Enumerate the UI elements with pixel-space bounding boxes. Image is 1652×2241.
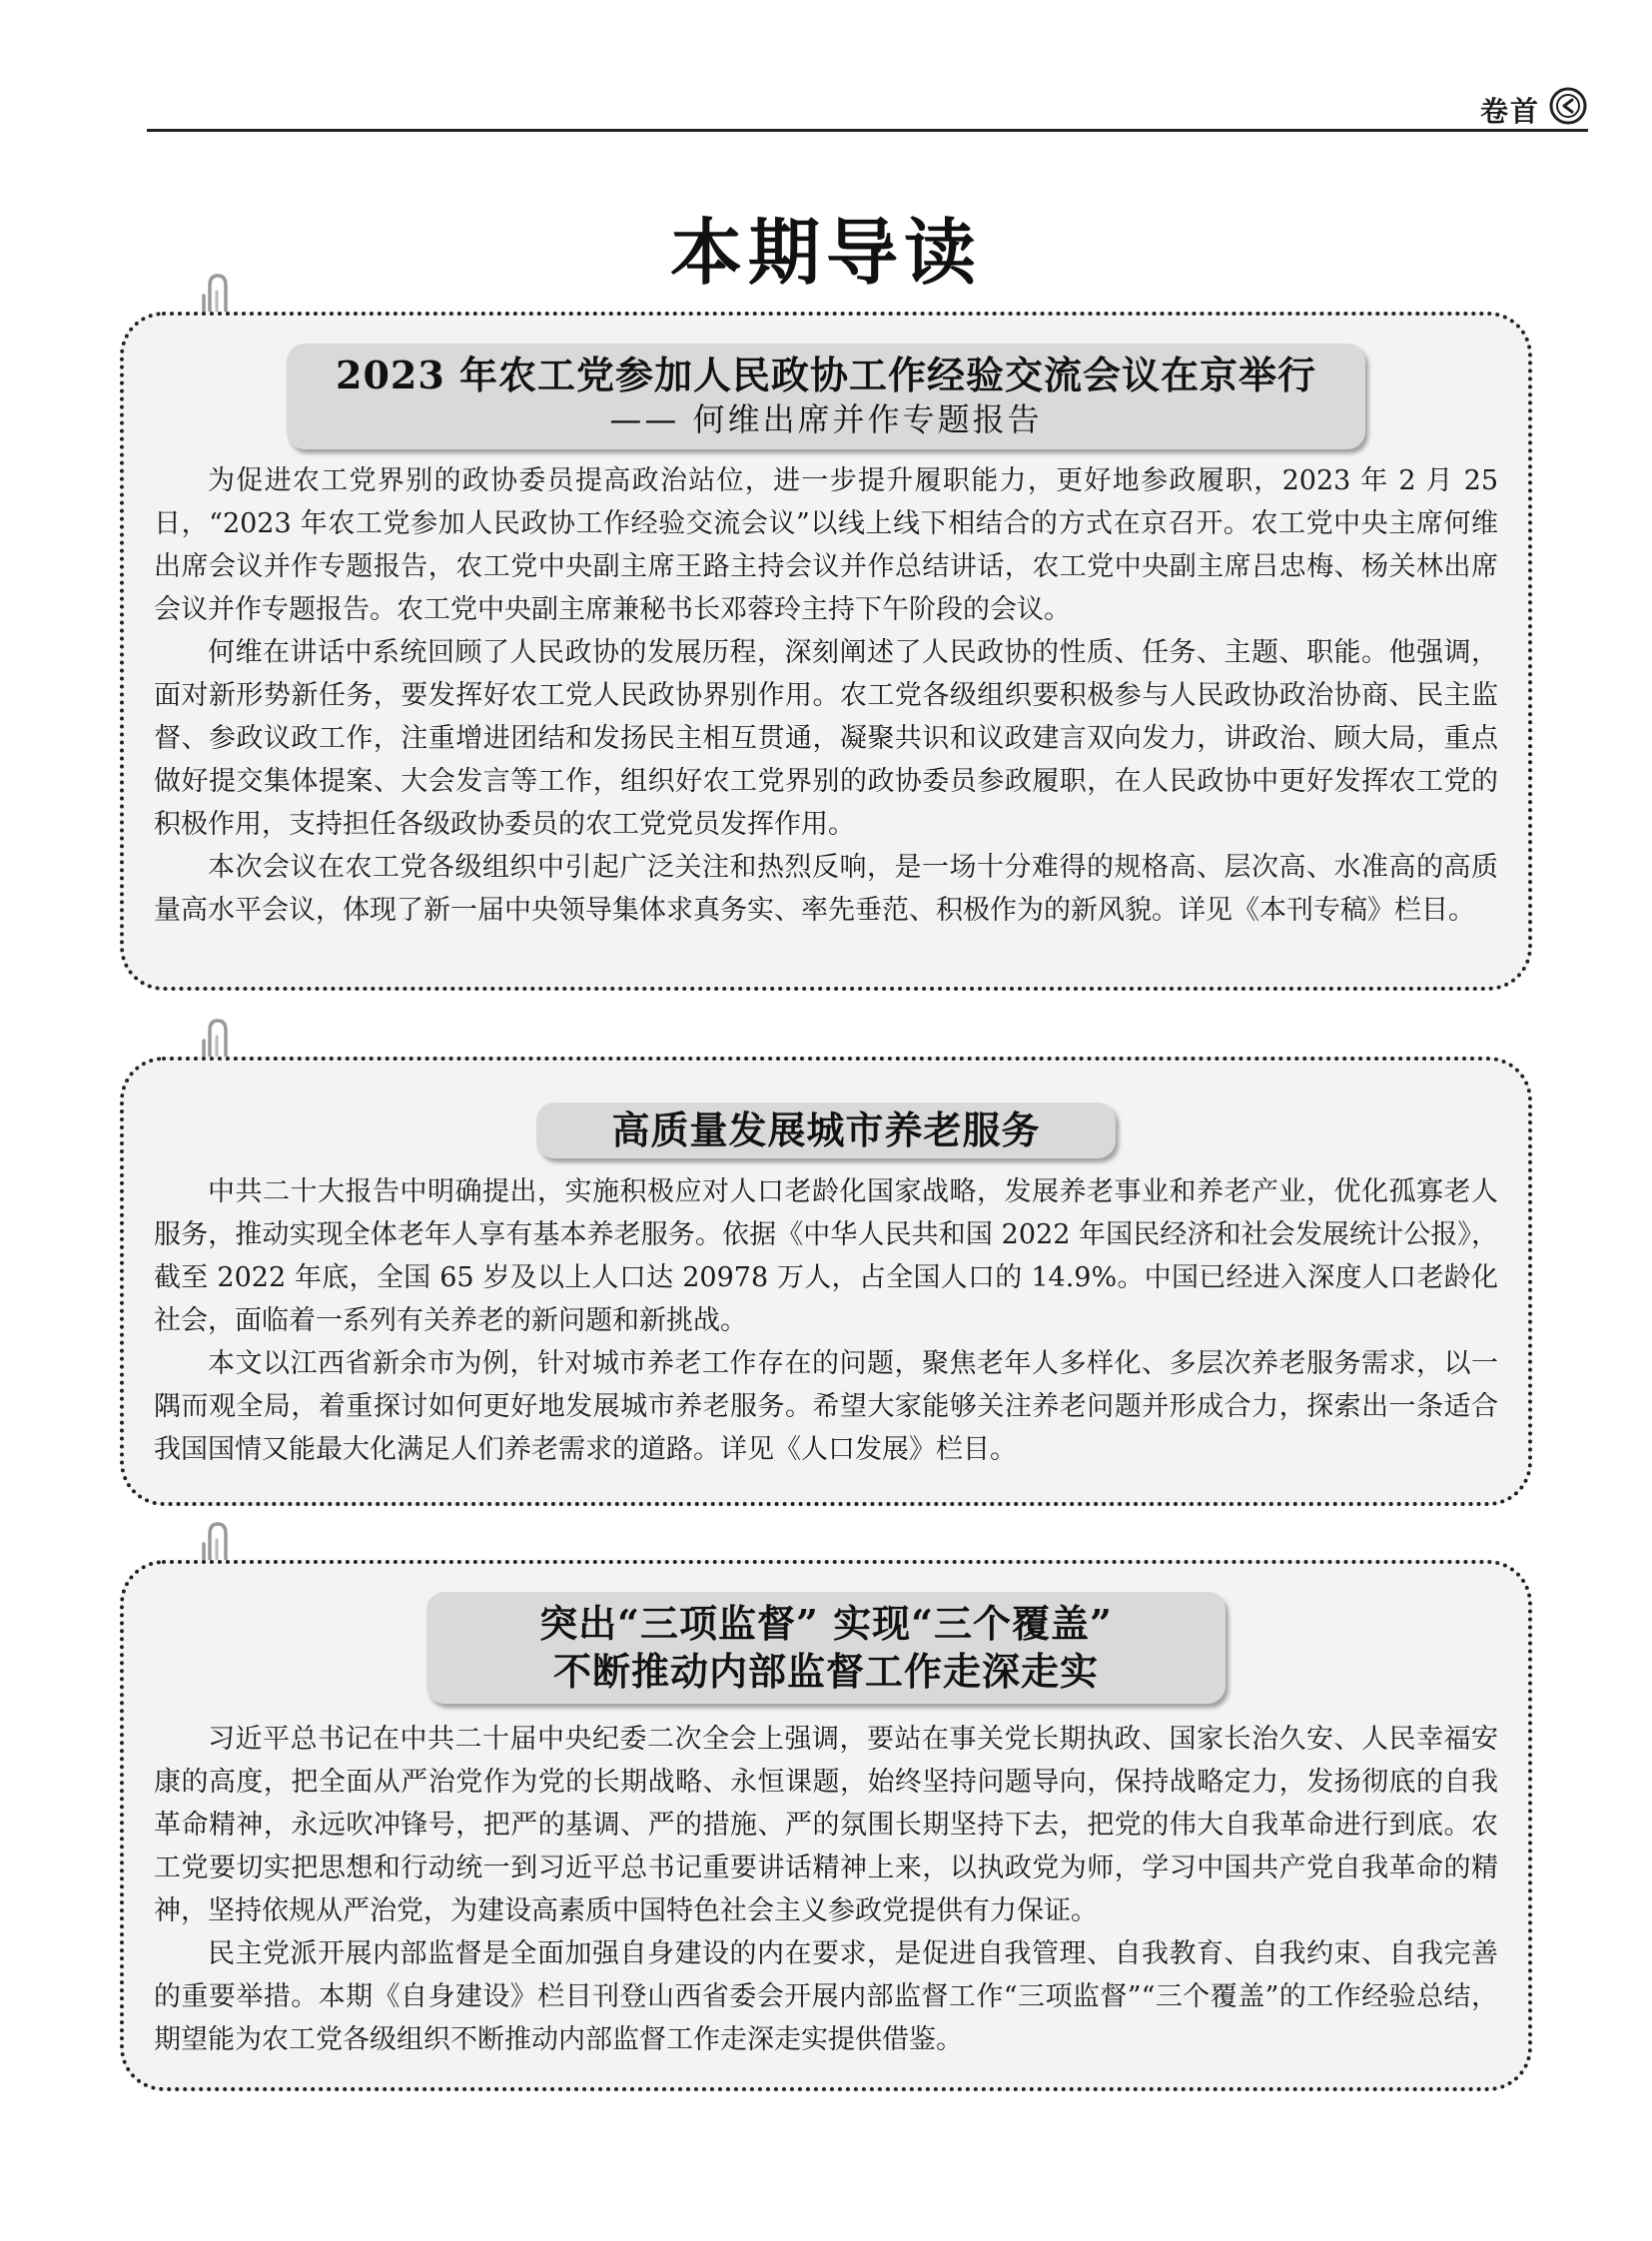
article-paragraph: 本文以江西省新余市为例，针对城市养老工作存在的问题，聚焦老年人多样化、多层次养老服务需求，以一隅而观全局，着重探讨如何更好地发展城市养老服务。希望大家能够关注养老问题并形成合力，探索出一条适合我国国情又能最大化满足人们养老需求的道路。详见《人口发展》栏目。	[154, 1348, 1498, 1465]
article-paragraph: 为促进农工党界别的政协委员提高政治站位，进一步提升履职能力，更好地参政履职，2023 年 2 月 25 日，“2023 年农工党参加人民政协工作经验交流会议”以线上线下相结合的方式在京召开。农工党中央主席何维出席会议并作专题报告，农工党中央副主席王路主持会议并作总结讲话，农工党中央副主席吕忠梅、杨关林出席会议并作专题报告。农工党中央副主席兼秘书长邓蓉玲主持下午阶段的会议。	[154, 465, 1498, 625]
article-paragraph: 本次会议在农工党各级组织中引起广泛关注和热烈反响，是一场十分难得的规格高、层次高、水准高的高质量高水平会议，体现了新一届中央领导集体求真务实、率先垂范、积极作为的新风貌。详见《本刊专稿》栏目。	[154, 852, 1498, 926]
article-title-line-2: 不断推动内部监督工作走深走实	[552, 1649, 1099, 1694]
article-title-banner	[426, 1592, 1226, 1704]
article-paragraph: 何维在讲话中系统回顾了人民政协的发展历程，深刻阐述了人民政协的性质、任务、主题、职能。他强调，面对新形势新任务，要发挥好农工党人民政协界别作用。农工党各级组织要积极参与人民政协政治协商、民主监督、参政议政工作，注重增进团结和发扬民主相互贯通，凝聚共识和议政建言双向发力，讲政治、顾大局，重点做好提交集体提案、大会发言等工作，组织好农工党界别的政协委员参政履职，在人民政协中更好发挥农工党的积极作用，支持担任各级政协委员的农工党党员发挥作用。	[154, 637, 1498, 840]
article-paragraph: 习近平总书记在中共二十届中央纪委二次全会上强调，要站在事关党长期执政、国家长治久安、人民幸福安康的高度，把全面从严治党作为党的长期战略、永恒课题，始终坚持问题导向，保持战略定力，发扬彻底的自我革命精神，永远吹冲锋号，把严的基调、严的措施、严的氛围长期坚持下去，把党的伟大自我革命进行到底。农工党要切实把思想和行动统一到习近平总书记重要讲话精神上来，以执政党为师，学习中国共产党自我革命的精神，坚持依规从严治党，为建设高素质中国特色社会主义参政党提供有力保证。	[154, 1724, 1498, 1926]
article-paragraph: 民主党派开展内部监督是全面加强自身建设的内在要求，是促进自我管理、自我教育、自我约束、自我完善的重要举措。本期《自身建设》栏目刊登山西省委会开展内部监督工作“三项监督”“三个覆盖”的工作经验总结，期望能为农工党各级组织不断推动内部监督工作走深走实提供借鉴。	[154, 1938, 1498, 2055]
article-title-banner	[536, 1103, 1116, 1158]
article-card-3	[120, 1560, 1532, 2091]
article-card-2	[120, 1057, 1532, 1506]
article-title: 高质量发展城市养老服务	[611, 1108, 1041, 1152]
article-title-banner	[287, 344, 1365, 449]
article-paragraph: 中共二十大报告中明确提出，实施积极应对人口老龄化国家战略，发展养老事业和养老产业，优化孤寡老人服务，推动实现全体老年人享有基本养老服务。依据《中华人民共和国 2022 年国民经济和社会发展统计公报》，截至 2022 年底，全国 65 岁及以上人口达 20978 万人，占全国人口的 14.9%。中国已经进入深度人口老龄化社会，面临着一系列有关养老的新问题和新挑战。	[154, 1176, 1498, 1336]
article-subtitle: —— 何维出席并作专题报告	[609, 400, 1043, 438]
article-title: 突出“三项监督” 实现“三个覆盖”	[539, 1601, 1113, 1646]
article-title: 2023 年农工党参加人民政协工作经验交流会议在京举行	[336, 353, 1316, 397]
page-title: 本期导读	[669, 211, 982, 295]
article-card-1	[120, 312, 1532, 991]
header-rule	[147, 129, 1588, 132]
back-arrow-circle-icon[interactable]	[1548, 86, 1588, 126]
section-label: 卷首	[1479, 95, 1540, 128]
